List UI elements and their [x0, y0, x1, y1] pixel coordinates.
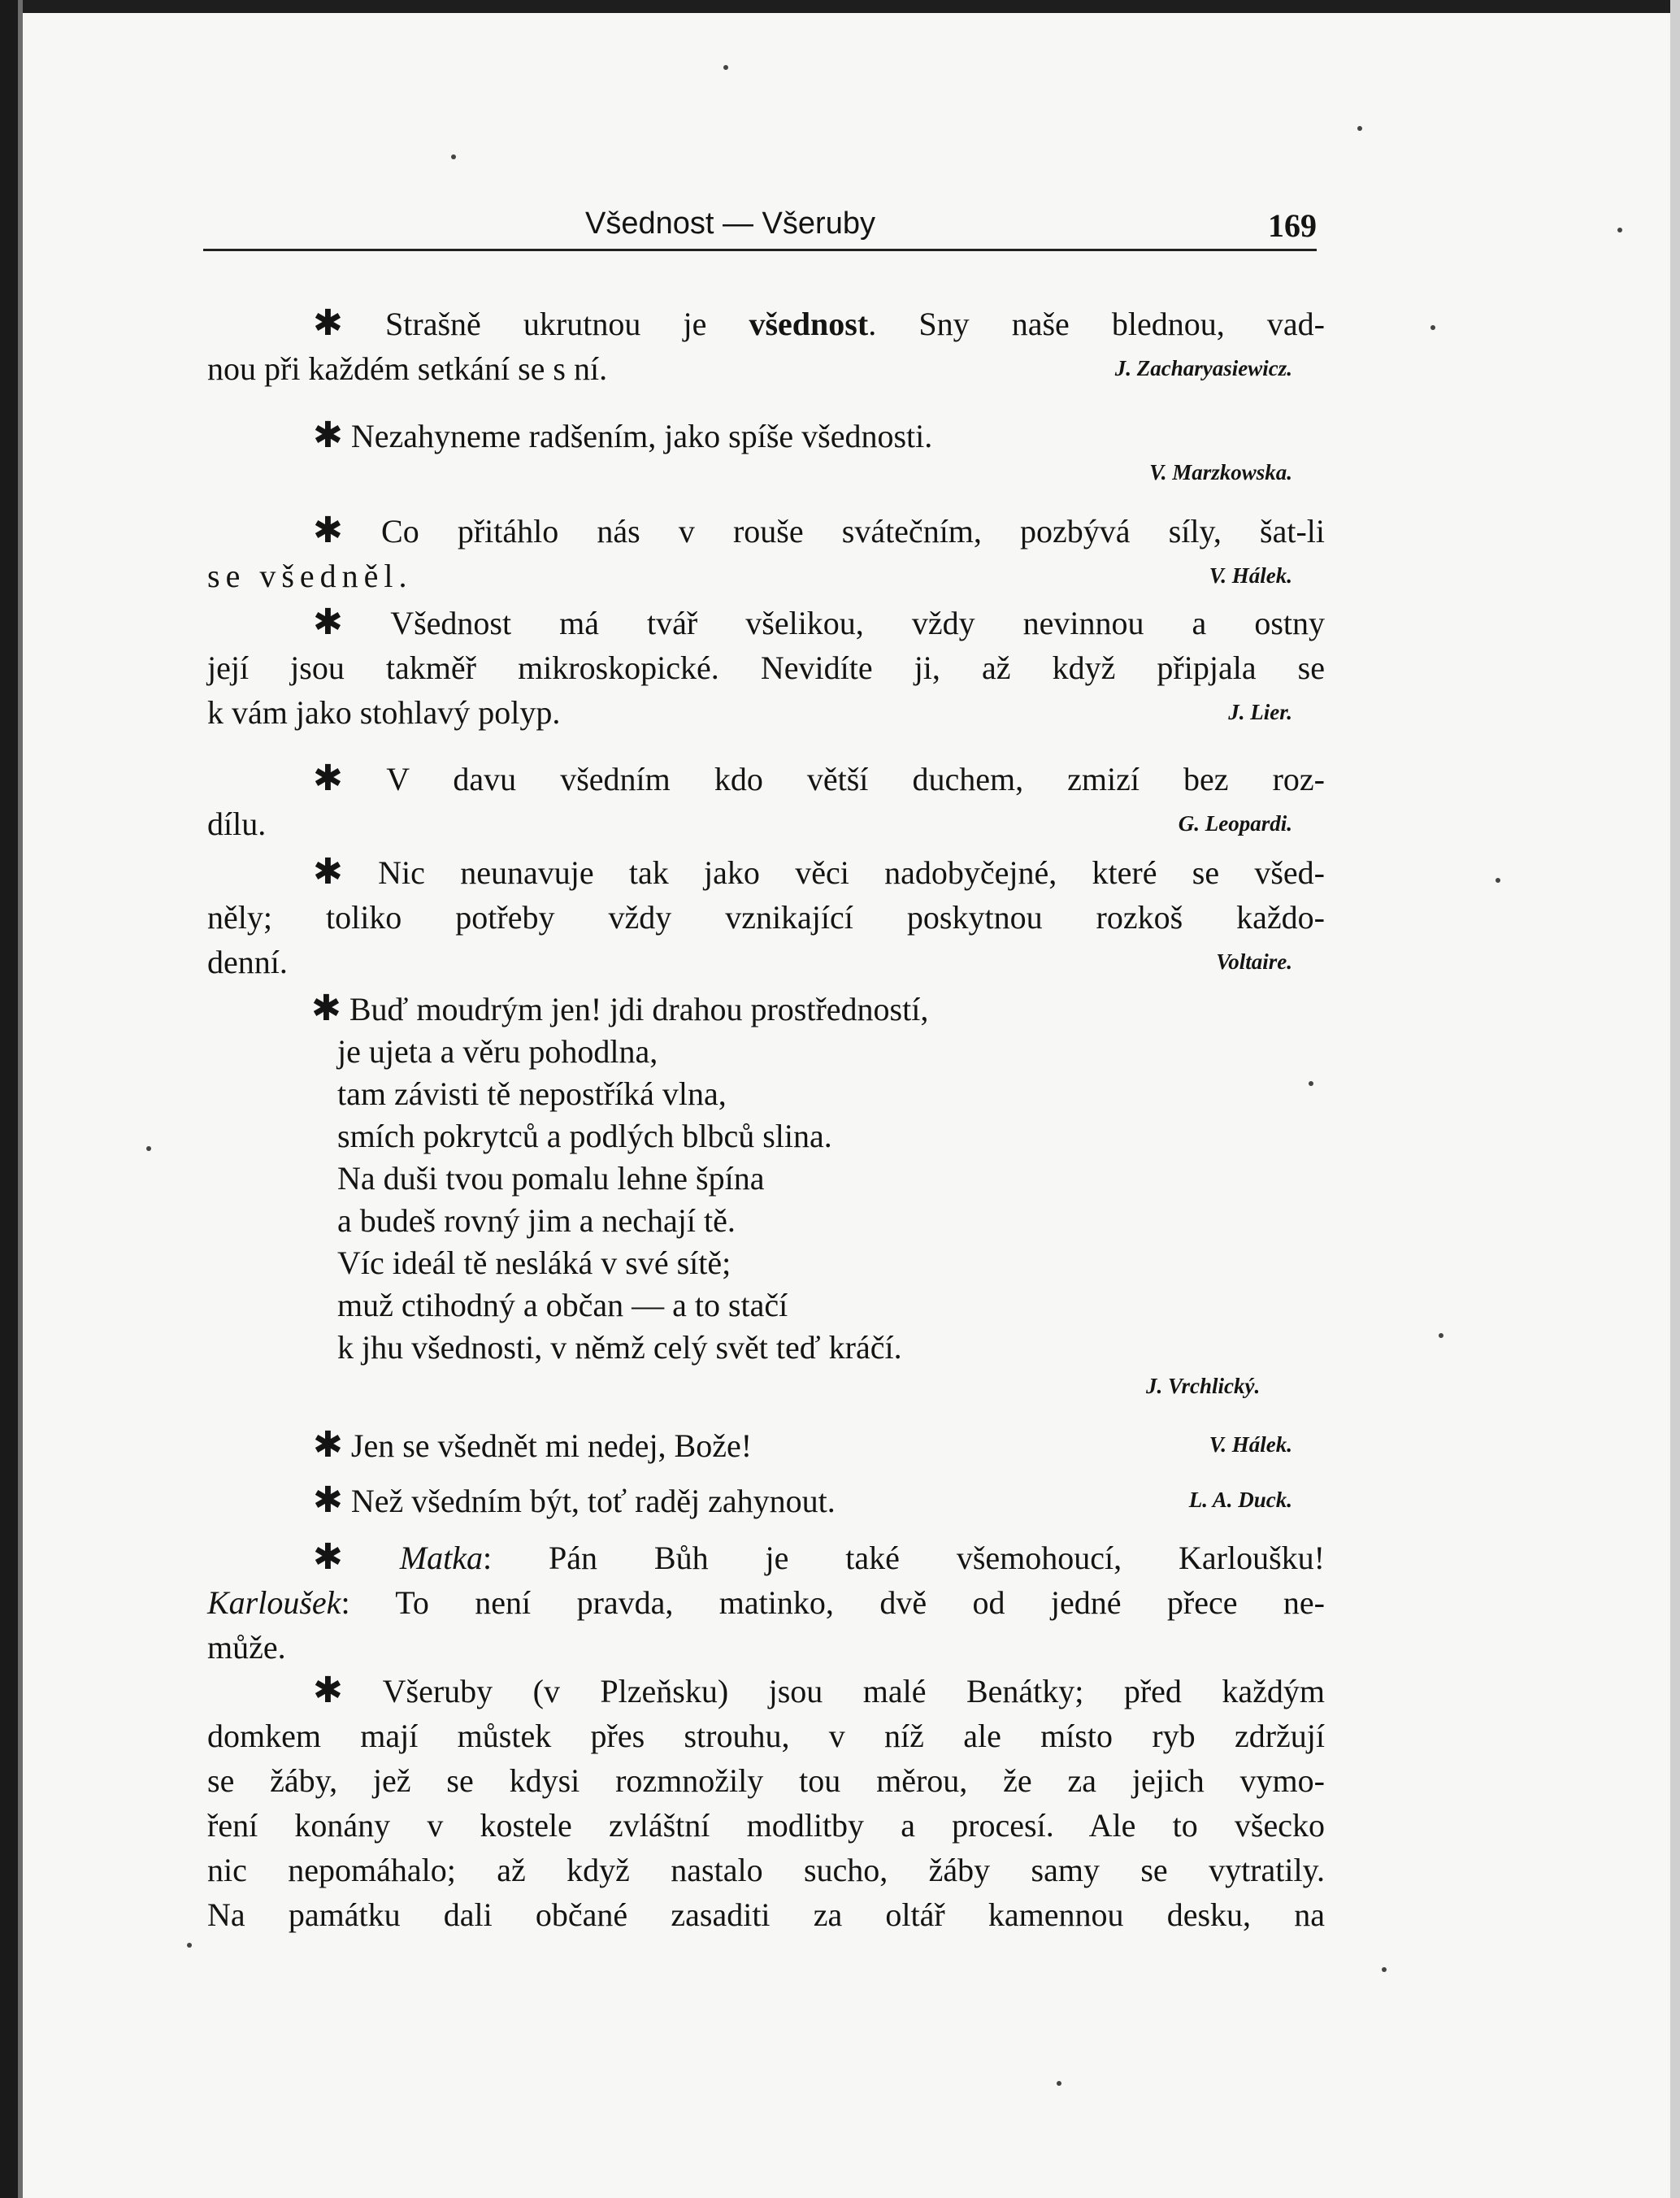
- poem-line: muž ctihodný a občan — a to stačí: [337, 1287, 788, 1323]
- aphorism-text: denní.: [207, 944, 288, 980]
- poem-line: smích pokrytců a podlých blbců slina.: [337, 1118, 832, 1154]
- scan-speck: [146, 1146, 151, 1151]
- anecdote: ✱ Matka: Pán Bůh je také všemohoucí, Karloušku! Karloušek: To není pravda, matinko, dvě od jedné přece ne- může.: [207, 1536, 1326, 1666]
- attribution: V. Hálek.: [1209, 1432, 1292, 1457]
- asterisk-icon: ✱: [313, 302, 343, 344]
- running-header: [203, 203, 1317, 252]
- scan-edge-left: [0, 0, 18, 2198]
- scan-edge-right: [1670, 0, 1680, 2198]
- aphorism-6: ✱ Nic neunavuje tak jako věci nadobyčejné, které se všed- něly; toliko potřeby vždy vznikající poskytnou rozkoš každo- denní. Voltaire.: [207, 849, 1325, 984]
- poem: [311, 988, 929, 1369]
- page-number: 169: [1268, 207, 1317, 244]
- poem-line: je ujeta a věru pohodlna,: [337, 1033, 658, 1070]
- header-rule: [203, 249, 1317, 251]
- asterisk-icon: ✱: [313, 415, 343, 456]
- entry-vseruby: ✱ Všeruby (v Plzeňsku) jsou malé Benátky; před každým domkem mají můstek přes strouhu, v níž ale místo ryb zdržují se žáby, jež se kdysi rozmnožily tou měrou, že za jejich vymo- ření konány v kostele zvláštní modlitby a procesí. Ale to všecko nic nepomáhalo; až když nastalo sucho, žáby samy se vytratily. Na památku dali občané zasaditi za oltář kamennou desku, na: [207, 1670, 1326, 1933]
- aphorism-1: ✱ Strašně ukrutnou je všednost. Sny naše blednou, vad- nou při každém setkání se s ní. J. Zacharyasiewicz.: [207, 301, 1325, 391]
- poem-line: Buď moudrým jen! jdi drahou prostředností,: [349, 991, 929, 1027]
- attribution: J. Lier.: [1228, 700, 1292, 724]
- asterisk-icon: ✱: [313, 1424, 343, 1466]
- scan-edge-shadow: [18, 0, 23, 2198]
- aphorism-4: ✱ Všednost má tvář všelikou, vždy nevinnou a ostny její jsou takměř mikroskopické. Nevidíte ji, až když připjala se k vám jako stohlavý polyp. J. Lier.: [207, 600, 1325, 735]
- scan-speck: [451, 154, 456, 159]
- scan-speck: [1617, 228, 1622, 232]
- poem-line: tam závisti tě nepostříká vlna,: [337, 1075, 727, 1112]
- asterisk-icon: ✱: [313, 851, 343, 893]
- aphorism-text: Jen se všednět mi nedej, Bože!: [350, 1427, 753, 1464]
- scan-speck: [1496, 878, 1500, 883]
- scan-speck: [1439, 1333, 1443, 1338]
- attribution: L. A. Duck.: [1188, 1488, 1292, 1512]
- poem-line: Víc ideál tě nesláká v své sítě;: [337, 1245, 731, 1281]
- attribution: G. Leopardi.: [1178, 811, 1292, 836]
- attribution: V. Marzkowska.: [1149, 460, 1292, 484]
- asterisk-icon: ✱: [311, 988, 341, 1029]
- poem-line: k jhu všednosti, v němž celý svět teď kráčí.: [337, 1329, 902, 1366]
- asterisk-icon: ✱: [313, 602, 343, 643]
- poem-line: a budeš rovný jim a nechají tě.: [337, 1202, 736, 1239]
- aphorism-text: Než všedním být, toť raděj zahynout.: [350, 1483, 836, 1519]
- aphorism-text: Nezahyneme radšením, jako spíše všednosti.: [350, 418, 933, 454]
- scan-speck: [1430, 325, 1435, 330]
- asterisk-icon: ✱: [313, 1536, 343, 1578]
- aphorism-5: ✱ V davu všedním kdo větší duchem, zmizí bez roz- dílu. G. Leopardi.: [207, 756, 1325, 846]
- scan-speck: [1357, 126, 1362, 131]
- aphorism-3: ✱ Co přitáhlo nás v rouše svátečním, pozbývá síly, šat-li se všedněl. V. Hálek.: [207, 508, 1325, 598]
- speaker-child: Karloušek: [207, 1584, 341, 1621]
- scan-speck: [723, 65, 728, 70]
- aphorism-text: se všedněl.: [207, 558, 413, 594]
- scan-speck: [187, 1943, 192, 1948]
- header-title: Všednost — Všeruby: [585, 206, 875, 241]
- poem-attribution: J. Vrchlický.: [1146, 1374, 1261, 1398]
- asterisk-icon: ✱: [313, 510, 343, 551]
- scan-speck: [1382, 1967, 1387, 1972]
- speaker-mother: Matka: [399, 1540, 483, 1576]
- attribution: Voltaire.: [1216, 949, 1292, 974]
- aphorism-7: [207, 1423, 1325, 1468]
- asterisk-icon: ✱: [313, 1479, 343, 1521]
- asterisk-icon: ✱: [313, 758, 343, 799]
- aphorism-8: [207, 1478, 1325, 1523]
- aphorism-2: [207, 413, 1325, 495]
- attribution: J. Zacharyasiewicz.: [1114, 356, 1292, 380]
- scan-speck: [1309, 1081, 1313, 1086]
- aphorism-text: nou při každém setkání se s ní.: [207, 350, 608, 387]
- scan-speck: [1057, 2081, 1061, 2086]
- asterisk-icon: ✱: [313, 1670, 343, 1711]
- scan-edge-top: [0, 0, 1680, 13]
- poem-line: Na duši tvou pomalu lehne špína: [337, 1160, 765, 1197]
- aphorism-text: dílu.: [207, 806, 267, 842]
- attribution: V. Hálek.: [1209, 563, 1292, 588]
- aphorism-text: k vám jako stohlavý polyp.: [207, 694, 561, 731]
